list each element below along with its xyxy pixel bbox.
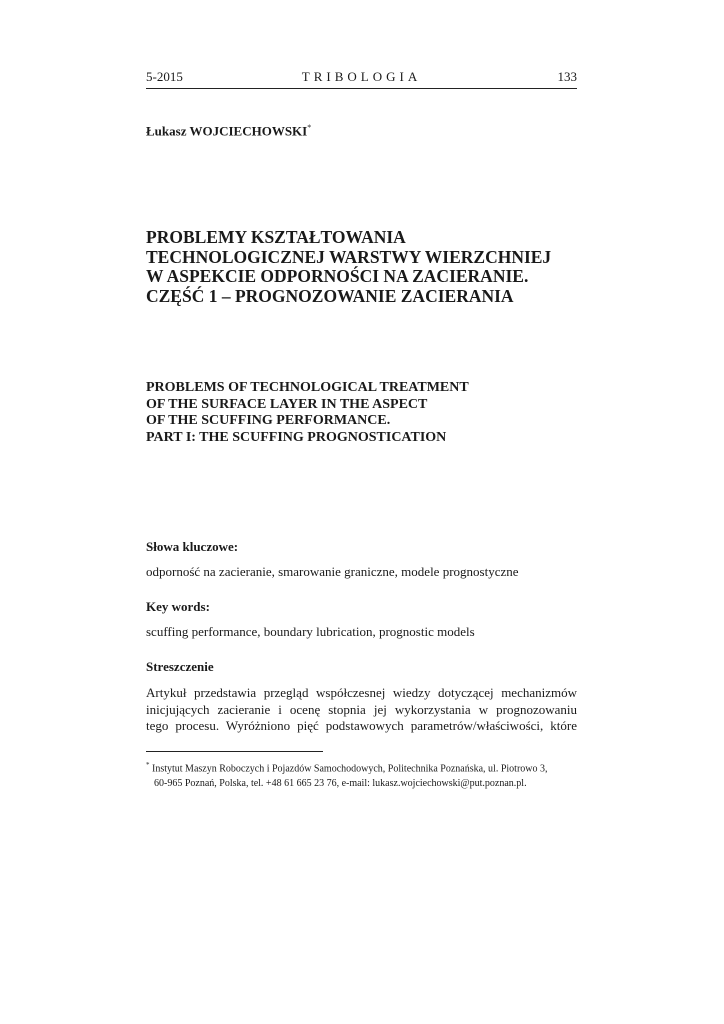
author-name-text: Łukasz WOJCIECHOWSKI bbox=[146, 123, 308, 139]
title-polish bbox=[146, 228, 577, 306]
footnote-line-1: Instytut Maszyn Roboczych i Pojazdów Samochodowych, Politechnika Poznańska, ul. Piotrowo 3, bbox=[152, 763, 548, 775]
abstract-line: tego procesu. Wyróżniono pięć podstawowych parametrów/właściwości, które bbox=[146, 718, 577, 733]
footnote-separator bbox=[146, 751, 323, 752]
abstract-body bbox=[146, 685, 577, 735]
keywords-pl-heading: Słowa kluczowe: bbox=[146, 539, 239, 554]
page-number: 133 bbox=[557, 69, 577, 84]
author-name bbox=[146, 123, 311, 139]
affiliation-footnote bbox=[146, 758, 577, 791]
abstract-line: Artykuł przedstawia przegląd współczesnej wiedzy dotyczącej mechanizmów bbox=[146, 685, 577, 700]
abstract-line: inicjujących zacieranie i ocenę stopnia jej wykorzystania w prognozowaniu bbox=[146, 701, 577, 717]
journal-name: TRIBOLOGIA bbox=[301, 69, 422, 84]
title-en-line: PROBLEMS OF TECHNOLOGICAL TREATMENT bbox=[146, 380, 469, 395]
title-pl-line: TECHNOLOGICZNEJ WARSTWY WIERZCHNIEJ bbox=[146, 246, 552, 267]
keywords-pl-text: odporność na zacieranie, smarowanie graniczne, modele prognostyczne bbox=[146, 564, 519, 579]
keywords-en-text: scuffing performance, boundary lubrication, prognostic models bbox=[146, 624, 475, 639]
abstract-heading: Streszczenie bbox=[146, 659, 214, 674]
title-en-line: OF THE SCUFFING PERFORMANCE. bbox=[146, 413, 391, 428]
title-english bbox=[146, 380, 577, 446]
running-header bbox=[146, 68, 577, 89]
author-footnote-mark: * bbox=[307, 123, 312, 132]
title-pl-line: CZĘŚĆ 1 – PROGNOZOWANIE ZACIERANIA bbox=[146, 285, 514, 306]
title-pl-line: W ASPEKCIE ODPORNOŚCI NA ZACIERANIE. bbox=[146, 266, 529, 286]
title-pl-line: PROBLEMY KSZTAŁTOWANIA bbox=[146, 227, 406, 247]
keywords-en-heading: Key words: bbox=[146, 599, 210, 614]
title-en-line: PART I: THE SCUFFING PROGNOSTICATION bbox=[146, 429, 447, 445]
footnote-mark: * bbox=[146, 761, 150, 769]
issue-number: 5-2015 bbox=[146, 69, 183, 84]
footnote-line-2: 60-965 Poznań, Polska, tel. +48 61 665 23 76, e-mail: lukasz.wojciechowski@put.poznan.pl. bbox=[154, 778, 527, 790]
title-en-line: OF THE SURFACE LAYER IN THE ASPECT bbox=[146, 396, 428, 412]
